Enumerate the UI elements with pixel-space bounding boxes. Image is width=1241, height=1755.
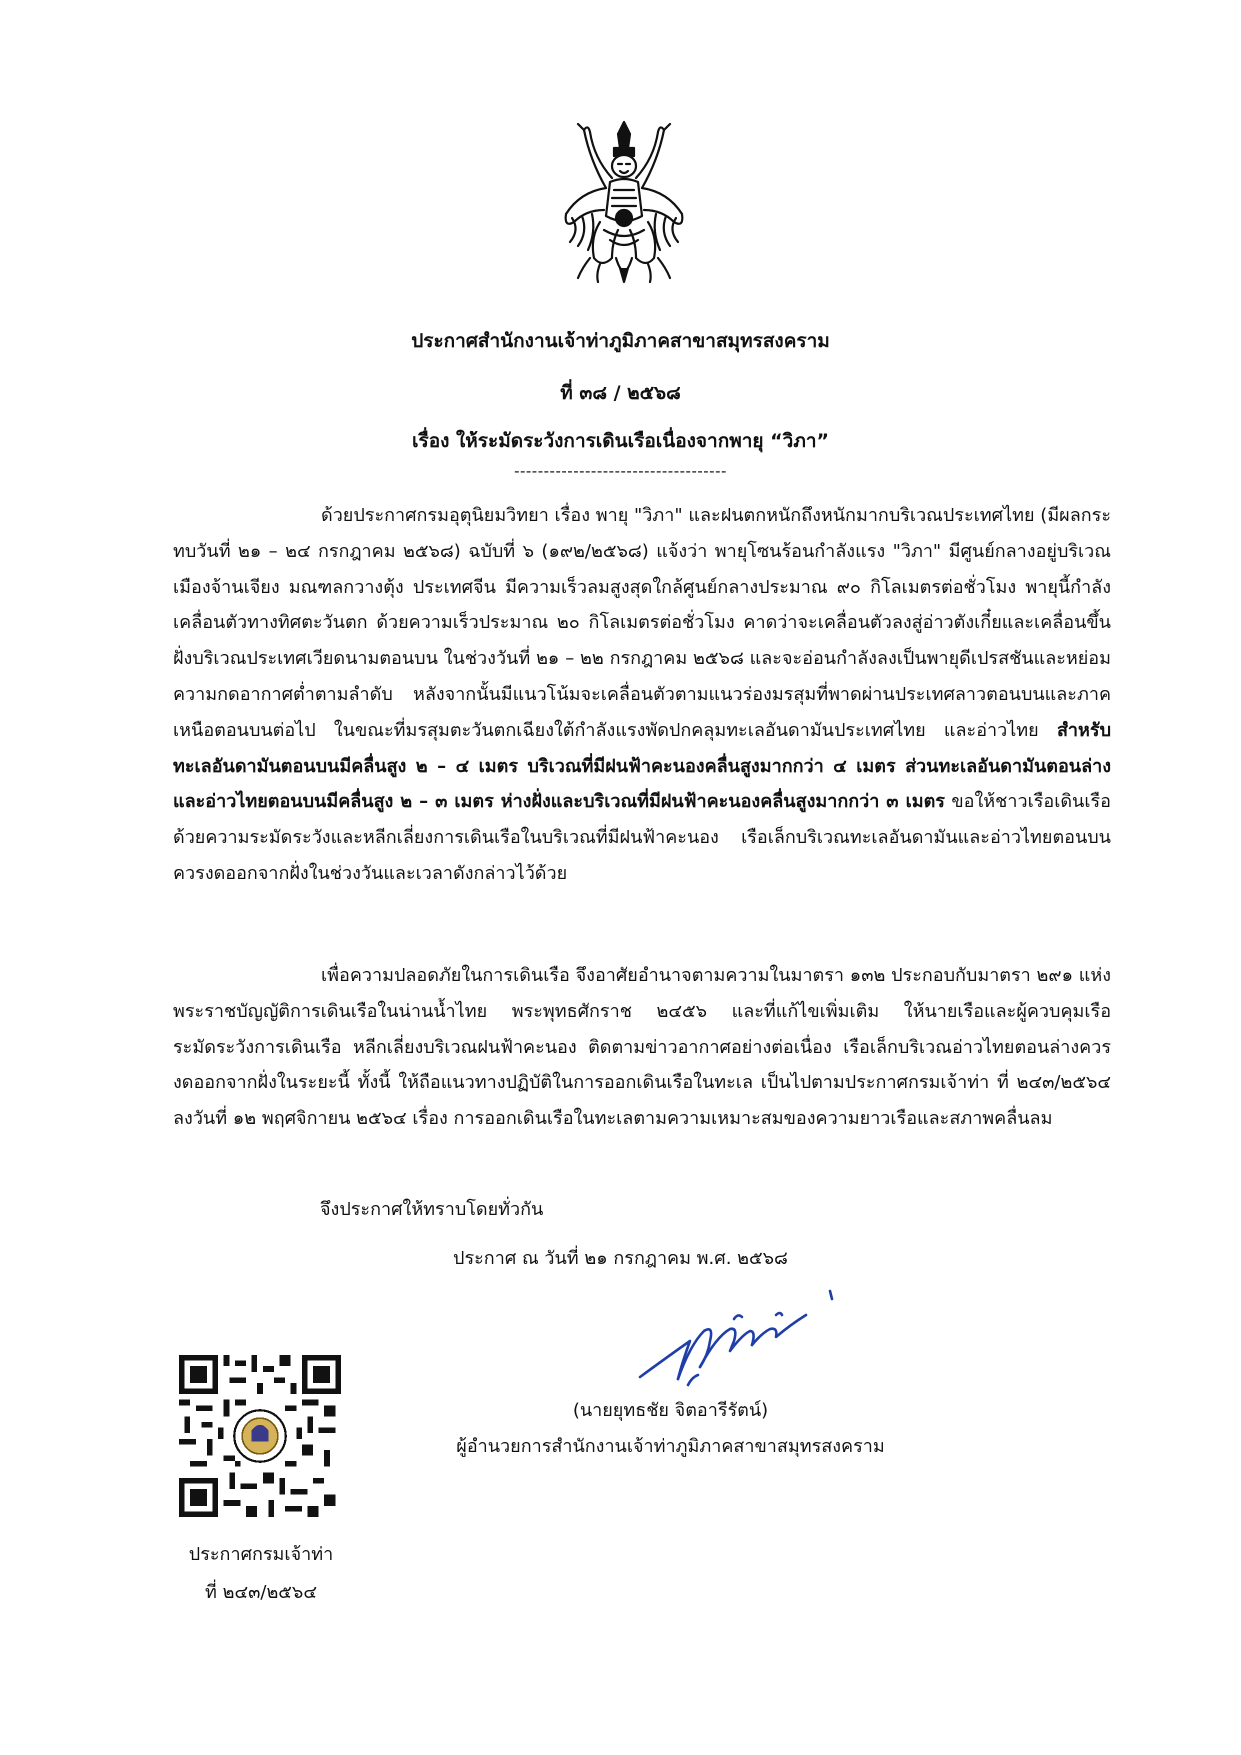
paragraph-1-text: ด้วยประกาศกรมอุตุนิยมวิทยา เรื่อง พายุ "วิภา" และฝนตกหนักถึงหนักมากบริเวณประเทศไทย (มีผลกระทบวันที่ ๒๑ – ๒๔ กรกฎาคม ๒๕๖๘) ฉบับที่ ๖ (๑๙๒/๒๕๖๘) แจ้งว่า พายุโซนร้อนกำลังแรง "วิภา" มีศูนย์กลางอยู่บริเวณเมืองจ้านเจียง มณฑลกวางตุ้ง ประเทศจีน มีความเร็วลมสูงสุดใกล้ศูนย์กลางประมาณ ๙๐ กิโลเมตรต่อชั่วโมง พายุนี้กำลังเคลื่อนตัวทางทิศตะวันตก ด้วยความเร็วประมาณ ๒๐ กิโลเมตรต่อชั่วโมง คาดว่าจะเคลื่อนตัวลงสู่อ่าวตังเกี๋ยและเคลื่อนขึ้นฝั่งบริเวณประเทศเวียดนามตอนบน ในช่วงวันที่ ๒๑ – ๒๒ กรกฎาคม ๒๕๖๘ และจะอ่อนกำลังลงเป็นพายุดีเปรสชันและหย่อมความกดอากาศต่ำตามลำดับ หลังจากนั้นมีแนวโน้มจะเคลื่อนตัวตามแนวร่องมรสุมที่พาดผ่านประเทศลาวตอนบนและภาคเหนือตอนบนต่อไป ในขณะที่มรสุมตะวันตกเฉียงใต้กำลังแรงพัดปกคลุมทะเลอันดามันประเทศไทย และอ่าวไทย (173, 505, 1111, 741)
qr-caption-line2: ที่ ๒๔๓/๒๕๖๔ (205, 1582, 317, 1603)
signature (630, 1285, 860, 1395)
announcement-subject: เรื่อง ให้ระมัดระวังการเดินเรือเนื่องจากพายุ “วิภา” (412, 430, 829, 452)
title-divider: ------------------------------------ (514, 462, 727, 480)
garuda-emblem (560, 118, 688, 288)
paragraph-1-bold-warning: สำหรับทะเลอันดามันตอนบนมีคลื่นสูง ๒ – ๔ เมตร บริเวณที่มีฝนฟ้าคะนองคลื่นสูงมากกว่า ๔ เมตร ส่วนทะเลอันดามันตอนล่างและอ่าวไทยตอนบนมีคลื่นสูง ๒ – ๓ เมตร ห่างฝั่งและบริเวณที่มีฝนฟ้าคะนองคลื่นสูงมากกว่า ๓ เมตร (173, 719, 1111, 813)
announcement-office-title: ประกาศสำนักงานเจ้าท่าภูมิภาคสาขาสมุทรสงคราม (411, 330, 830, 352)
paragraph-1-tail: ขอให้ชาวเรือเดินเรือด้วยความระมัดระวังและหลีกเลี่ยงการเดินเรือในบริเวณที่มีฝนฟ้าคะนอง เรือเล็กบริเวณทะเลอันดามันและอ่าวไทยตอนบน ควรงดออกจากฝั่งในช่วงวันและเวลาดังกล่าวไว้ด้วย (173, 791, 1111, 884)
signer-name: (นายยุทธชัย จิตอารีรัตน์) (572, 1400, 769, 1421)
announcement-number: ที่ ๓๘ / ๒๕๖๘ (560, 382, 681, 404)
closing-announcement: จึงประกาศให้ทราบโดยทั่วกัน (320, 1199, 544, 1220)
qr-code[interactable] (179, 1355, 341, 1517)
qr-caption-line1: ประกาศกรมเจ้าท่า (188, 1544, 334, 1565)
paragraph-2 (173, 958, 1111, 1137)
paragraph-2-text: เพื่อความปลอดภัยในการเดินเรือ จึงอาศัยอำนาจตามความในมาตรา ๑๓๒ ประกอบกับมาตรา ๒๙๑ แห่งพระราชบัญญัติการเดินเรือในน่านน้ำไทย พระพุทธศักราช ๒๔๕๖ และที่แก้ไขเพิ่มเติม ให้นายเรือและผู้ควบคุมเรือระมัดระวังการเดินเรือ หลีกเลี่ยงบริเวณฝนฟ้าคะนอง ติดตามข่าวอากาศอย่างต่อเนื่อง เรือเล็กบริเวณอ่าวไทยตอนล่างควรงดออกจากฝั่งในระยะนี้ ทั้งนี้ ให้ถือแนวทางปฏิบัติในการออกเดินเรือในทะเล เป็นไปตามประกาศกรมเจ้าท่า ที่ ๒๔๓/๒๕๖๔ ลงวันที่ ๑๒ พฤศจิกายน ๒๕๖๔ เรื่อง การออกเดินเรือในทะเลตามความเหมาะสมของความยาวเรือและสภาพคลื่นลม (173, 965, 1111, 1130)
paragraph-1 (173, 498, 1111, 892)
announcement-date: ประกาศ ณ วันที่ ๒๑ กรกฎาคม พ.ศ. ๒๕๖๘ (453, 1248, 788, 1269)
signer-title: ผู้อำนวยการสำนักงานเจ้าท่าภูมิภาคสาขาสมุทรสงคราม (456, 1436, 885, 1457)
